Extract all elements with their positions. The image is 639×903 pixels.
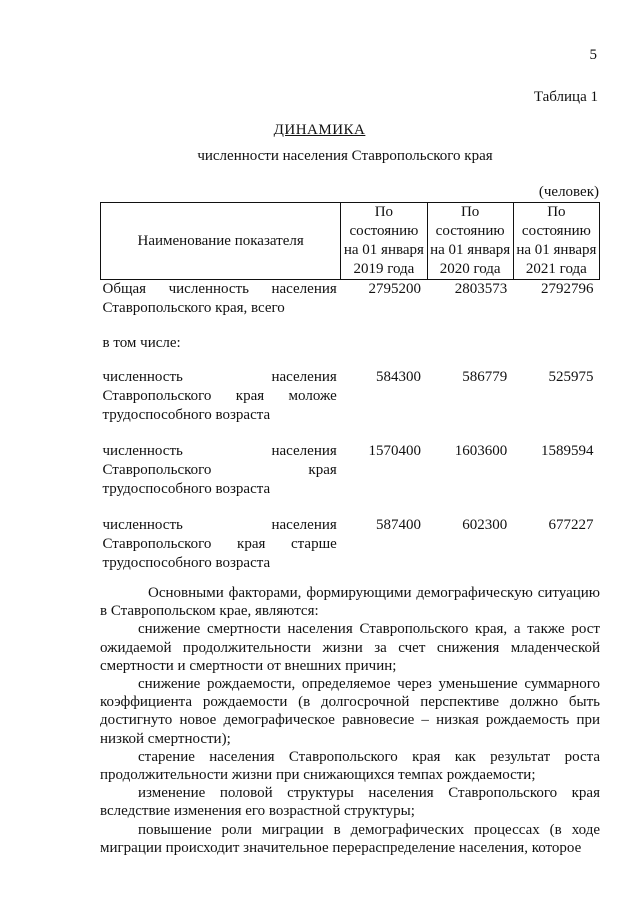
- population-table: [100, 202, 600, 590]
- header-year-2019: По состоянию на 01 января 2019 года: [341, 203, 427, 280]
- cell-2019: 584300: [376, 369, 422, 385]
- table-row-including: [101, 334, 600, 368]
- paragraph: снижение рождаемости, определяемое через уменьшение суммарного коэффициента рождаемости (в долгосрочной перспективе должно быть достигнуто новое демографическое равновесие – низкая рождаемость при низкой смертности);: [100, 676, 600, 747]
- cell-2020: [427, 334, 513, 368]
- document-title: ДИНАМИКА: [273, 122, 366, 138]
- row-name: численность населения Ставропольского края трудоспособного возраста: [102, 443, 337, 497]
- cell-2021: [513, 334, 599, 368]
- cell-2021: 525975: [548, 369, 594, 385]
- cell-2021: 2792796: [541, 281, 594, 297]
- cell-2020: 586779: [462, 369, 508, 385]
- table-row-over-working-age: [101, 516, 600, 590]
- paragraph: снижение смертности населения Ставропольского края, а также рост ожидаемой продолжительности жизни за счет снижения младенческой смертности и смертности от внешних причин;: [100, 621, 600, 674]
- table-body: [101, 280, 600, 591]
- header-year-2020: По состоянию на 01 января 2020 года: [427, 203, 513, 280]
- header-indicator-name: Наименование показателя: [101, 203, 341, 280]
- cell-2019: 2795200: [368, 281, 422, 297]
- paragraph: повышение роли миграции в демографических процессах (в ходе миграции происходит значительное перераспределение населения, которое: [100, 821, 600, 856]
- row-name: Общая численность населения Ставропольского края, всего: [102, 281, 337, 316]
- body-text: [100, 584, 600, 857]
- row-name: в том числе:: [102, 335, 181, 351]
- table-row-under-working-age: [101, 368, 600, 442]
- cell-2021: 677227: [548, 517, 594, 533]
- table-label: Таблица 1: [533, 89, 598, 105]
- cell-2021: 1589594: [541, 443, 594, 459]
- table-row-total: [101, 280, 600, 335]
- cell-2019: [341, 334, 427, 368]
- cell-2019: 1570400: [368, 443, 422, 459]
- table-row-working-age: [101, 442, 600, 516]
- row-name: численность населения Ставропольского края старше трудоспособного возраста: [102, 517, 337, 571]
- units-label: (человек): [538, 184, 599, 200]
- document-subtitle: численности населения Ставропольского края: [197, 148, 493, 164]
- header-row: [101, 203, 600, 280]
- cell-2020: 2803573: [454, 281, 508, 297]
- paragraph: Основными факторами, формирующими демографическую ситуацию в Ставропольском крае, являются:: [100, 585, 600, 620]
- header-year-2021: По состоянию на 01 января 2021 года: [513, 203, 599, 280]
- cell-2020: 1603600: [454, 443, 508, 459]
- cell-2019: 587400: [376, 517, 422, 533]
- row-name: численность населения Ставропольского края моложе трудоспособного возраста: [102, 369, 337, 423]
- page-number: 5: [589, 47, 597, 63]
- cell-2020: 602300: [462, 517, 508, 533]
- paragraph: старение населения Ставропольского края как результат роста продолжительности жизни при снижающихся темпах рождаемости;: [100, 748, 600, 784]
- table-header: [101, 203, 600, 280]
- paragraph: изменение половой структуры населения Ставропольского края вследствие изменения его возрастной структуры;: [100, 785, 600, 820]
